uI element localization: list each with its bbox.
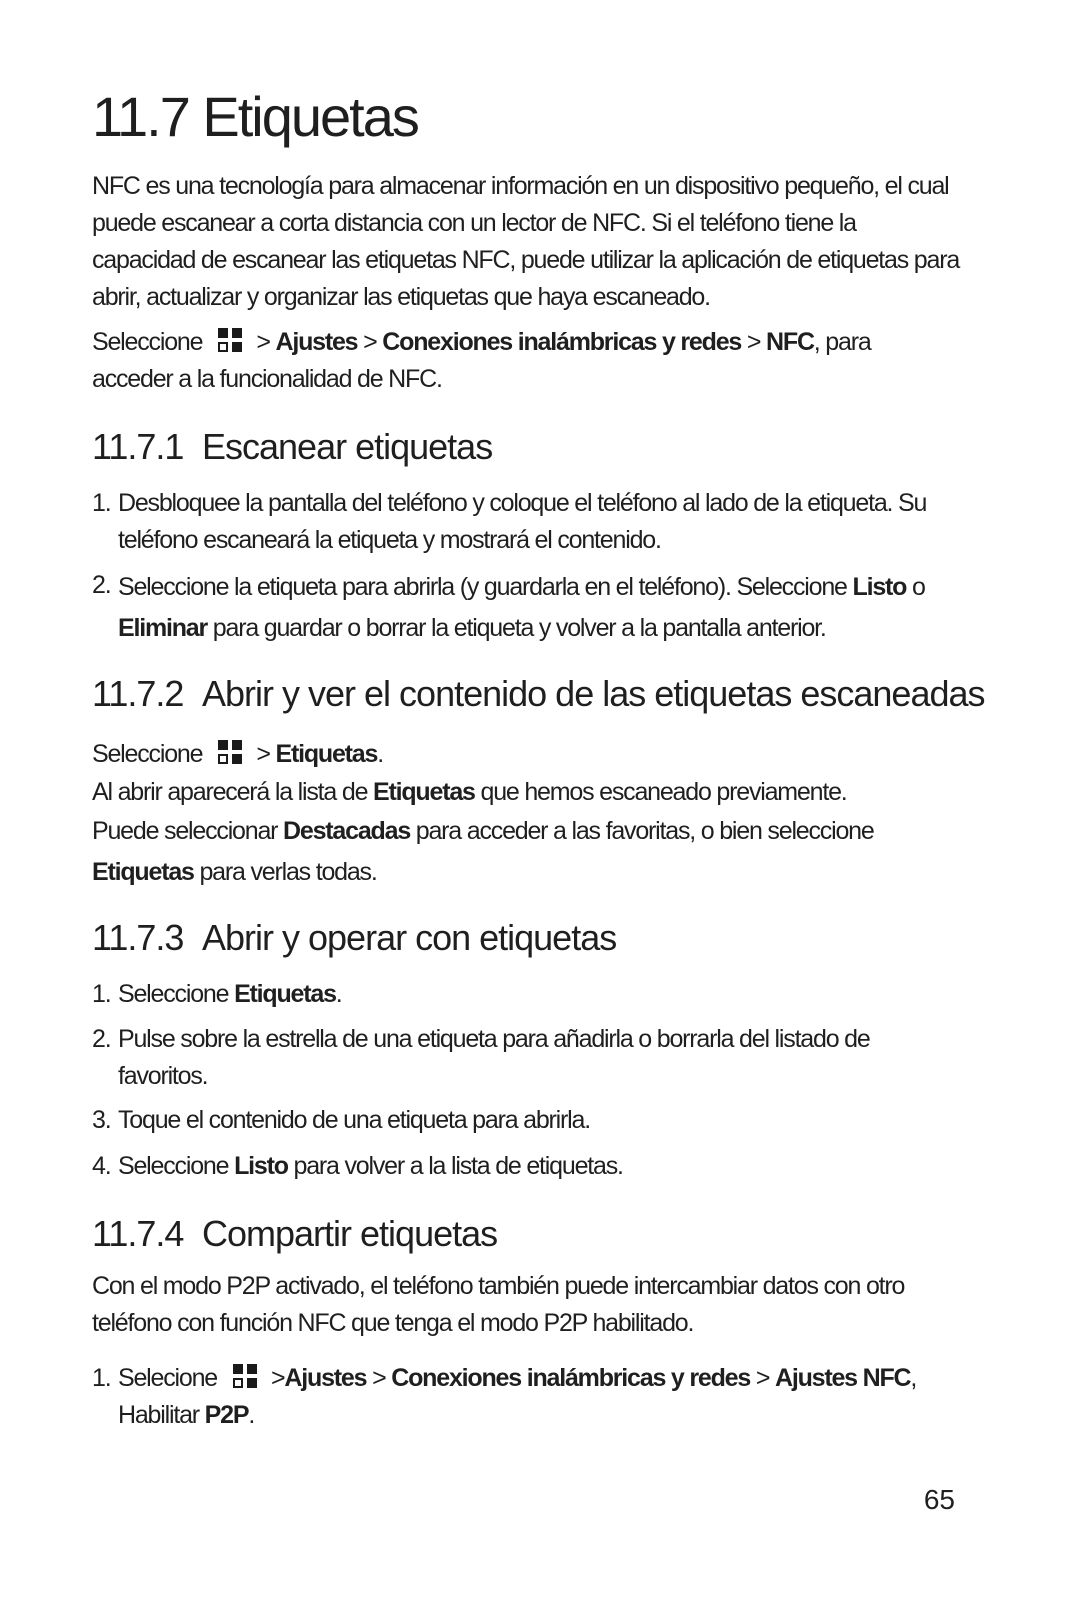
s2-select-line: Seleccione > Etiquetas. [92,740,383,768]
list-item: 1. Selecione >Ajustes > Conexiones inalámbricas y redes > Ajustes NFC, Habilitar P2P. [92,1364,917,1429]
page-number: 65 [923,1484,955,1515]
path-ajustes: Ajustes [275,328,358,356]
bold-etiquetas: Etiquetas [275,740,378,768]
section-number: 11.7.2 [92,673,184,714]
bold-listo: Listo [852,573,907,601]
path-select-text: Seleccione [92,328,203,356]
section-number: 11.7.3 [92,917,184,958]
list-number: 2. [92,571,111,599]
list-item: 1. Seleccione Etiquetas. [92,980,342,1008]
s4-paragraph: Con el modo P2P activado, el teléfono también puede intercambiar datos con otro teléfono con función NFC que tenga el modo P2P habilitado. [92,1272,905,1337]
path-separator: > [256,328,270,356]
list-item: 3. Toque el contenido de una etiqueta para abrirla. [92,1106,590,1134]
section-title: Abrir y ver el contenido de las etiquetas escaneadas [202,673,985,714]
section-title: Escanear etiquetas [202,426,493,467]
section-number: 11.7.4 [92,1213,184,1254]
section-heading-abrir-ver [92,673,985,715]
path-post-line: acceder a la funcionalidad de NFC. [92,365,442,393]
list-text: Seleccione la etiqueta para abrirla (y guardarla en el teléfono). Seleccione Listo o Eliminar para guardar o borrar la etiqueta y volver a la pantalla anterior. [118,573,925,642]
list-item [92,485,962,559]
apps-grid-icon [233,1364,259,1390]
path-nfc: NFC [766,328,814,356]
section-heading-escanear [92,426,492,468]
apps-grid-icon [218,328,244,354]
list-item [92,567,962,649]
page-title: 11.7 Etiquetas [92,85,418,148]
section-heading-operar [92,917,616,959]
bold-eliminar: Eliminar [118,614,208,642]
section-heading-compartir [92,1213,497,1255]
nfc-path-paragraph [92,324,962,398]
list-number: 1. [92,489,111,517]
intro-paragraph: NFC es una tecnología para almacenar información en un dispositivo pequeño, el cual puede escanear a corta distancia con un lector de NFC. Si el teléfono tiene la capacidad de escanear las etiquetas NFC, puede utilizar la aplicación de etiquetas para abrir, actualizar y organizar las etiquetas que haya escaneado. [92,172,960,311]
section-title: Abrir y operar con etiquetas [202,917,617,958]
list-item: 4. Seleccione Listo para volver a la lista de etiquetas. [92,1152,623,1180]
list-item: 2. Pulse sobre la estrella de una etiqueta para añadirla o borrarla del listado de favoritos. [92,1025,870,1090]
s2-line-list: Al abrir aparecerá la lista de Etiquetas que hemos escaneado previamente. [92,778,847,806]
s2-line-destacadas: Puede seleccionar Destacadas para acceder a las favoritas, o bien seleccione Etiquetas para verlas todas. [92,817,874,886]
path-separator: > [746,328,761,356]
path-separator: > [363,328,377,356]
path-post-text: , para [813,328,871,356]
list-text: Desbloquee la pantalla del teléfono y coloque el teléfono al lado de la etiqueta. Su teléfono escaneará la etiqueta y mostrará el contenido. [118,489,927,554]
section-title: Compartir etiquetas [202,1213,498,1254]
section-number: 11.7.1 [92,426,184,467]
path-conexiones: Conexiones inalámbricas y redes [382,328,742,356]
apps-grid-icon [218,740,244,766]
